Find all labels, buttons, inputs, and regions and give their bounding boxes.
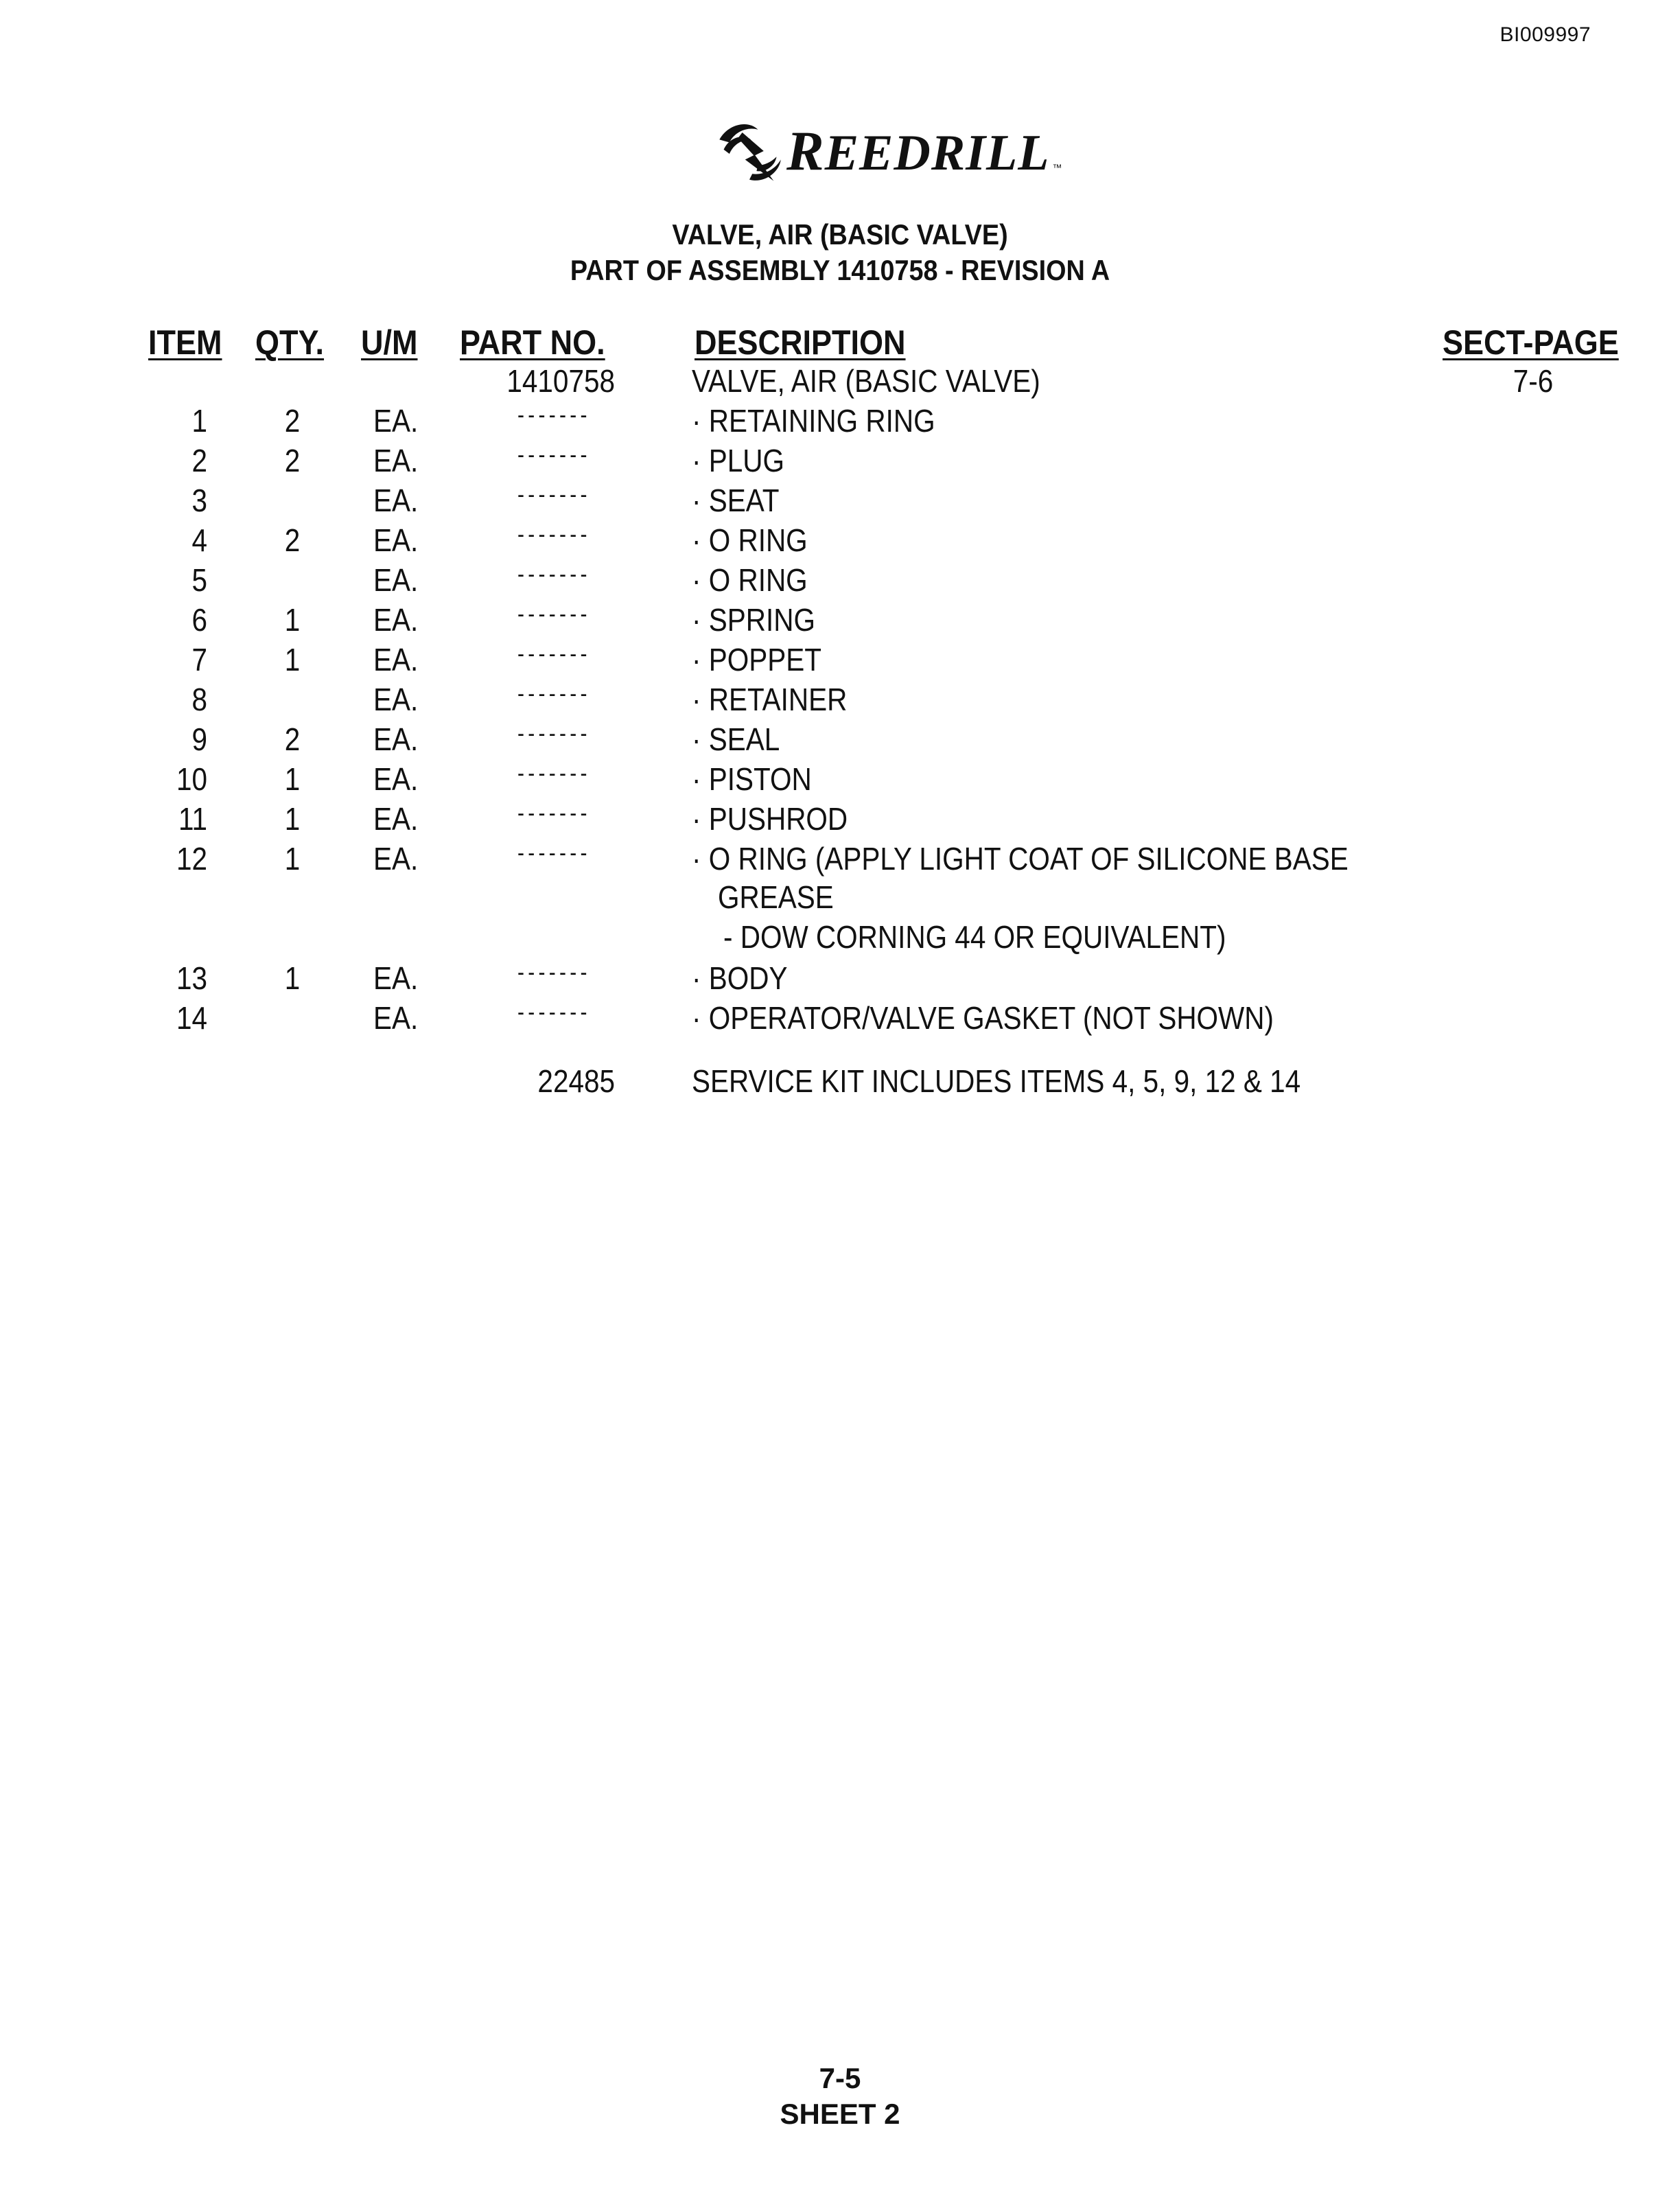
row-description: - DOW CORNING 44 OR EQUIVALENT) [723,919,1226,955]
row-qty: 1 [284,642,301,677]
row-item: 3 [191,483,207,518]
row-description: · BODY [692,960,788,996]
row-part-no: ------- [517,522,591,548]
row-um: EA. [373,443,419,478]
row-description: · PISTON [692,761,812,797]
logo-wordmark: REEDRILL [786,119,1050,182]
row-item: 1 [191,403,207,439]
page-subtitle: PART OF ASSEMBLY 1410758 - REVISION A [570,254,1110,286]
row-um: EA. [373,602,419,638]
row-um: EA. [373,682,419,717]
header-item: ITEM [148,323,222,362]
row-description: · PLUG [692,443,784,478]
document-id: BI009997 [1500,23,1591,46]
row-qty: 1 [284,801,301,837]
row-um: EA. [373,841,419,877]
row-item: 4 [191,522,207,558]
row-item: 5 [191,562,207,598]
row-qty: 2 [284,721,301,757]
row-qty: 1 [284,960,301,996]
row-part-no: ------- [517,721,591,747]
row-description: · POPPET [692,642,821,677]
row-qty: 2 [284,522,301,558]
row-description: · SEAL [692,721,780,757]
sheet-number: SHEET 2 [780,2098,900,2130]
row-qty: 2 [284,443,301,478]
row-item: 9 [191,721,207,757]
assembly-description: VALVE, AIR (BASIC VALVE) [692,363,1040,399]
row-um: EA. [373,562,419,598]
row-um: EA. [373,721,419,757]
row-description: · RETAINING RING [692,403,935,439]
row-item: 6 [191,602,207,638]
row-part-no: ------- [517,482,591,508]
row-qty: 1 [284,761,301,797]
row-description: GREASE [718,879,834,915]
row-item: 13 [176,960,207,996]
row-um: EA. [373,403,419,439]
header-sect-page: SECT-PAGE [1443,323,1619,362]
row-part-no: ------- [517,681,591,707]
row-description: · O RING [692,562,808,598]
row-description: · SEAT [692,483,780,518]
row-um: EA. [373,960,419,996]
row-part-no: ------- [517,442,591,468]
row-description: · OPERATOR/VALVE GASKET (NOT SHOWN) [692,1000,1274,1036]
row-description: · RETAINER [692,682,848,717]
row-qty: 1 [284,602,301,638]
row-item: 7 [191,642,207,677]
row-part-no: ------- [517,561,591,588]
row-item: 14 [176,1000,207,1036]
page-title: VALVE, AIR (BASIC VALVE) [672,218,1008,251]
header-qty: QTY. [255,323,325,362]
row-um: EA. [373,801,419,837]
row-um: EA. [373,1000,419,1036]
row-part-no: ------- [517,960,591,986]
row-item: 12 [176,841,207,877]
row-part-no: ------- [517,641,591,667]
page-number: 7-5 [819,2062,861,2094]
row-qty: 2 [284,403,301,439]
header-um: U/M [361,323,418,362]
service-kit-description: SERVICE KIT INCLUDES ITEMS 4, 5, 9, 12 & 14 [692,1063,1301,1099]
row-um: EA. [373,483,419,518]
row-um: EA. [373,522,419,558]
service-kit-part-no: 22485 [537,1063,615,1099]
row-um: EA. [373,642,419,677]
assembly-sect-page: 7-6 [1513,363,1554,399]
row-part-no: ------- [517,761,591,787]
row-part-no: ------- [517,800,591,826]
row-item: 10 [176,761,207,797]
row-item: 2 [191,443,207,478]
header-description: DESCRIPTION [695,323,906,362]
row-description: · PUSHROD [692,801,848,837]
row-part-no: ------- [517,840,591,866]
row-description: · O RING (APPLY LIGHT COAT OF SILICONE BASE [692,841,1349,877]
row-part-no: ------- [517,601,591,627]
row-um: EA. [373,761,419,797]
row-item: 11 [178,801,207,837]
row-part-no: ------- [517,999,591,1026]
assembly-part-no: 1410758 [506,363,615,399]
row-part-no: ------- [517,402,591,428]
header-part-no: PART NO. [460,323,605,362]
row-item: 8 [191,682,207,717]
row-qty: 1 [284,841,301,877]
row-description: · O RING [692,522,808,558]
row-description: · SPRING [692,602,815,638]
trademark-mark: ™ [1052,162,1062,173]
